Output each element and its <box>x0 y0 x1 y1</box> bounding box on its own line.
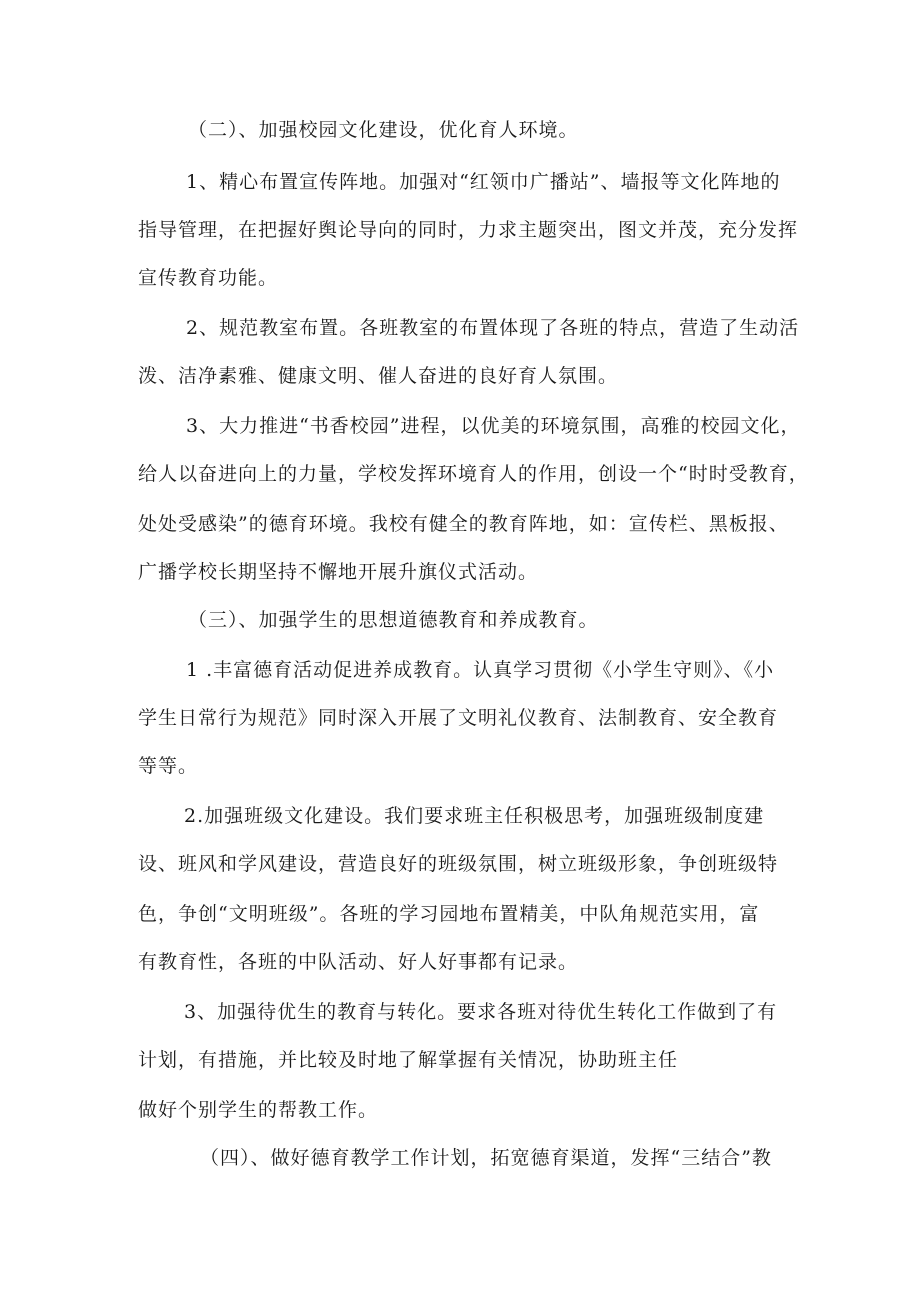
paragraph-line: 1、精心布置宣传阵地。加强对“红领巾广播站”、墙报等文化阵地的 <box>186 171 781 193</box>
paragraph-line: 设、班风和学风建设，营造良好的班级氛围，树立班级形象，争创班级特 <box>138 853 779 875</box>
paragraph-line: 给人以奋进向上的力量，学校发挥环境育人的作用，创设一个“时时受教育， <box>138 463 809 485</box>
paragraph-line: 指导管理，在把握好舆论导向的同时，力求主题突出，图文并茂，充分发挥 <box>138 219 799 241</box>
paragraph-line: 2.加强班级文化建设。我们要求班主任积极思考，加强班级制度建 <box>184 805 765 827</box>
paragraph-line: 色，争创“文明班级”。各班的学习园地布置精美，中队角规范实用，富 <box>138 903 760 925</box>
paragraph-line: 处处受感染”的德育环境。我校有健全的教育阵地，如：宣传栏、黑板报、 <box>138 513 789 535</box>
paragraph-line: 等等。 <box>138 755 199 777</box>
paragraph-line: 学生日常行为规范》同时深入开展了文明礼仪教育、法制教育、安全教育 <box>138 707 779 729</box>
paragraph-line: 广播学校长期坚持不懈地开展升旗仪式活动。 <box>138 561 539 583</box>
section-heading-2: （二）、加强校园文化建设，优化育人环境。 <box>188 119 579 141</box>
paragraph-line: 宣传教育功能。 <box>138 267 279 289</box>
paragraph-line: 2、规范教室布置。各班教室的布置体现了各班的特点，营造了生动活 <box>186 317 800 339</box>
paragraph-line: 做好个别学生的帮教工作。 <box>138 1099 379 1121</box>
paragraph-line: 3、加强待优生的教育与转化。要求各班对待优生转化工作做到了有 <box>184 1001 778 1023</box>
paragraph-line: 有教育性，各班的中队活动、好人好事都有记录。 <box>138 951 579 973</box>
paragraph-line: 3、大力推进“书香校园”进程，以优美的环境氛围，高雅的校园文化， <box>186 415 801 437</box>
section-heading-3: （三）、加强学生的思想道德教育和养成教育。 <box>188 609 599 631</box>
paragraph-line: 计划，有措施，并比较及时地了解掌握有关情况，协助班主任 <box>138 1049 679 1071</box>
section-heading-4: （四）、做好德育教学工作计划，拓宽德育渠道，发挥“三结合”教 <box>200 1147 772 1169</box>
paragraph-line: 泼、洁净素雅、健康文明、催人奋进的良好育人氛围。 <box>138 365 619 387</box>
paragraph-line: 1 .丰富德育活动促进养成教育。认真学习贯彻《小学生守则》、《小 <box>186 659 775 681</box>
